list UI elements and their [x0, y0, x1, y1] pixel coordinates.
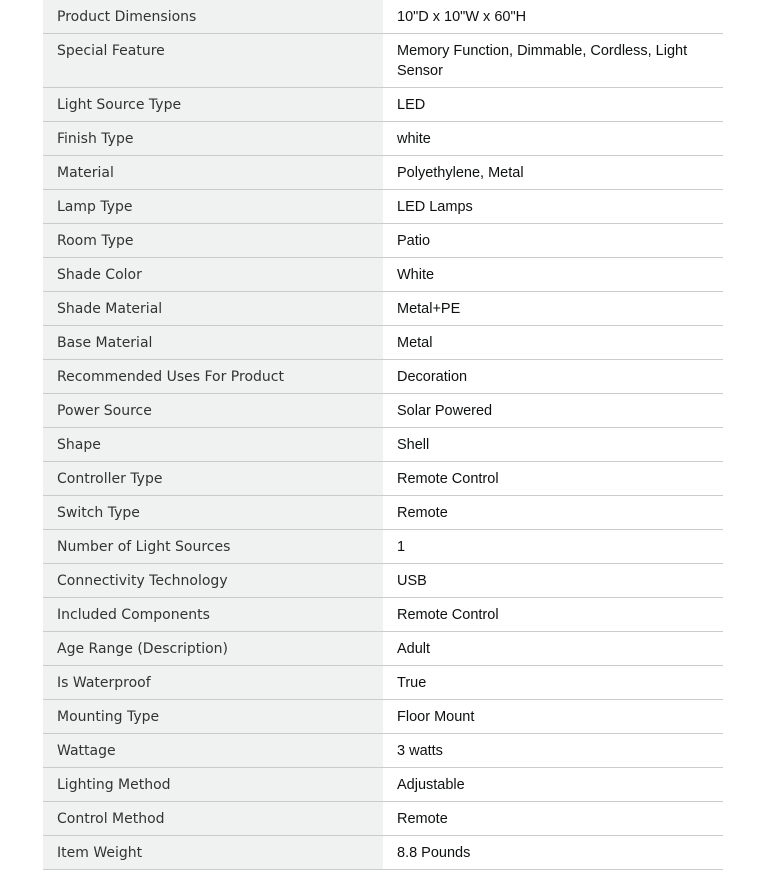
- spec-label: Included Components: [43, 598, 383, 632]
- spec-value: Metal: [397, 335, 433, 351]
- spec-value: True: [397, 675, 427, 691]
- spec-row-control-method: [43, 802, 723, 836]
- spec-label: Lamp Type: [43, 190, 383, 224]
- spec-label: Finish Type: [43, 122, 383, 156]
- spec-row-age-range: [43, 632, 723, 666]
- spec-row-switch-type: [43, 496, 723, 530]
- spec-row-controller-type: [43, 462, 723, 496]
- spec-label: Wattage: [43, 734, 383, 768]
- spec-row-included-components: [43, 598, 723, 632]
- spec-row-item-weight: [43, 836, 723, 870]
- spec-label: Lighting Method: [43, 768, 383, 802]
- spec-label: Connectivity Technology: [43, 564, 383, 598]
- spec-label: Special Feature: [43, 34, 383, 88]
- spec-row-is-waterproof: [43, 666, 723, 700]
- spec-value: White: [397, 267, 435, 283]
- spec-value: 1: [397, 539, 406, 555]
- spec-value: Remote Control: [397, 471, 499, 487]
- product-specifications-table: [43, 0, 723, 870]
- spec-value: Adult: [397, 641, 431, 657]
- spec-value: Shell: [397, 437, 430, 453]
- spec-row-shape: [43, 428, 723, 462]
- spec-row-power-source: [43, 394, 723, 428]
- spec-value: Remote: [397, 505, 448, 521]
- spec-value: Adjustable: [397, 777, 465, 793]
- spec-row-special-feature: [43, 34, 723, 88]
- spec-value: Solar Powered: [397, 403, 493, 419]
- spec-value: Remote Control: [397, 607, 499, 623]
- spec-label: Room Type: [43, 224, 383, 258]
- spec-row-number-of-light-sources: [43, 530, 723, 564]
- spec-row-connectivity-technology: [43, 564, 723, 598]
- spec-label: Item Weight: [43, 836, 383, 870]
- spec-label: Material: [43, 156, 383, 190]
- spec-row-shade-material: [43, 292, 723, 326]
- spec-value: 8.8 Pounds: [397, 845, 471, 861]
- spec-value: 3 watts: [397, 743, 443, 759]
- spec-label: Shape: [43, 428, 383, 462]
- spec-row-mounting-type: [43, 700, 723, 734]
- spec-value: Floor Mount: [397, 709, 475, 725]
- spec-row-shade-color: [43, 258, 723, 292]
- spec-label: Shade Material: [43, 292, 383, 326]
- spec-value: Decoration: [397, 369, 468, 385]
- spec-row-room-type: [43, 224, 723, 258]
- spec-label: Control Method: [43, 802, 383, 836]
- spec-table-body: [43, 0, 723, 870]
- spec-label: Base Material: [43, 326, 383, 360]
- spec-row-finish-type: [43, 122, 723, 156]
- spec-value: Memory Function, Dimmable, Cordless, Light Sensor: [397, 43, 688, 79]
- spec-label: Shade Color: [43, 258, 383, 292]
- spec-label: Power Source: [43, 394, 383, 428]
- spec-value: USB: [397, 573, 427, 589]
- spec-value: Remote: [397, 811, 448, 827]
- spec-row-light-source-type: [43, 88, 723, 122]
- spec-label: Recommended Uses For Product: [43, 360, 383, 394]
- spec-value: LED Lamps: [397, 199, 473, 215]
- spec-row-material: [43, 156, 723, 190]
- spec-label: Light Source Type: [43, 88, 383, 122]
- spec-row-lamp-type: [43, 190, 723, 224]
- spec-value: 10"D x 10"W x 60"H: [397, 9, 527, 25]
- spec-row-product-dimensions: [43, 0, 723, 34]
- spec-label: Switch Type: [43, 496, 383, 530]
- spec-label: Is Waterproof: [43, 666, 383, 700]
- spec-row-base-material: [43, 326, 723, 360]
- spec-value: Polyethylene, Metal: [397, 165, 524, 181]
- spec-label: Number of Light Sources: [43, 530, 383, 564]
- spec-label: Mounting Type: [43, 700, 383, 734]
- spec-label: Controller Type: [43, 462, 383, 496]
- spec-row-lighting-method: [43, 768, 723, 802]
- spec-value: LED: [397, 97, 426, 113]
- spec-row-recommended-uses: [43, 360, 723, 394]
- spec-value: white: [397, 131, 431, 147]
- spec-value: Patio: [397, 233, 431, 249]
- spec-label: Product Dimensions: [43, 0, 383, 34]
- spec-label: Age Range (Description): [43, 632, 383, 666]
- spec-value: Metal+PE: [397, 301, 461, 317]
- spec-row-wattage: [43, 734, 723, 768]
